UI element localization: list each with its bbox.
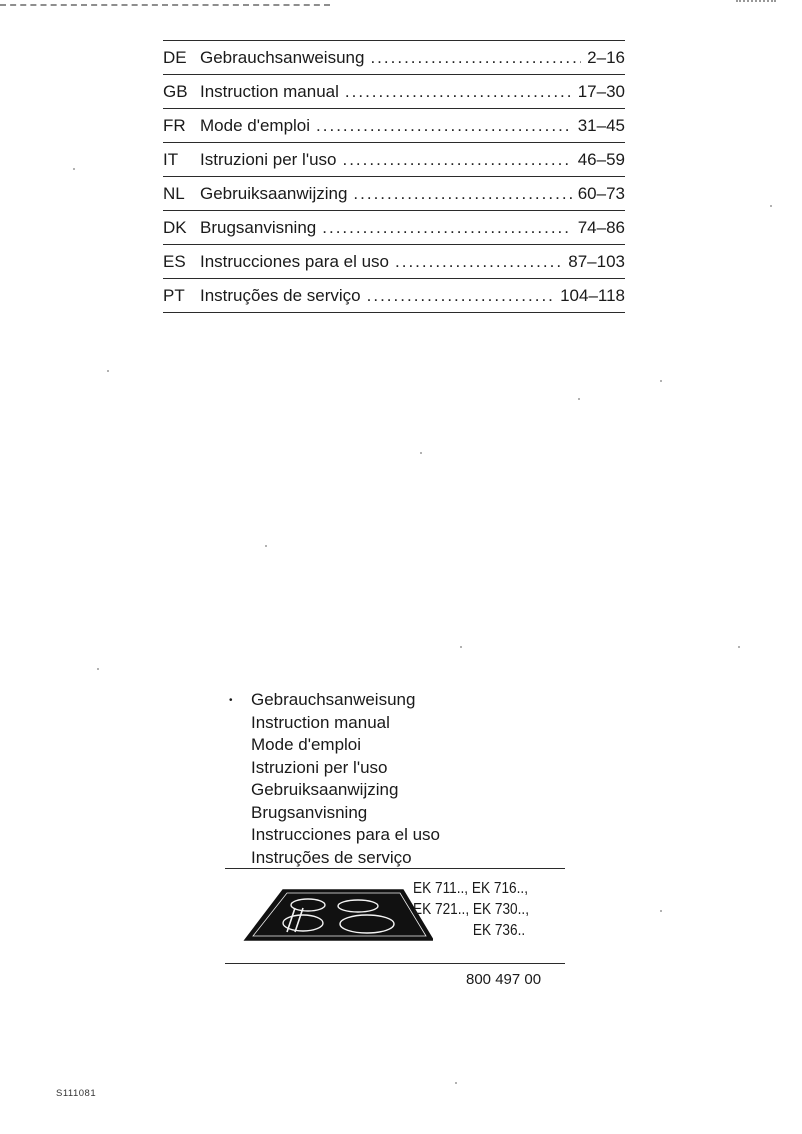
toc-row-gb[interactable] <box>163 74 625 108</box>
scan-speck <box>420 452 422 454</box>
toc-language-code: GB <box>163 81 188 101</box>
toc-title: Istruzioni per l'uso <box>200 149 337 169</box>
model-line-3: EK 736.. <box>472 922 526 939</box>
toc-title: Instruções de serviço <box>200 285 361 305</box>
language-list <box>251 689 440 869</box>
toc-row-dk[interactable] <box>163 210 625 244</box>
model-line-2: EK 721.., EK 730.., <box>413 901 530 918</box>
toc-row-it[interactable] <box>163 142 625 176</box>
top-right-edge-mark <box>736 0 776 6</box>
toc-title: Brugsanvisning <box>200 217 317 237</box>
toc-page-range: 17–30 <box>577 81 625 101</box>
toc-leader-dots <box>316 116 572 136</box>
toc-page-range: 46–59 <box>577 149 625 169</box>
toc-language-code: DE <box>163 47 187 67</box>
toc-page-range: 74–86 <box>577 217 625 237</box>
toc-language-code: NL <box>163 183 185 203</box>
toc-row-pt[interactable] <box>163 278 625 313</box>
language-item-gb: Instruction manual <box>251 712 390 732</box>
toc-page-range: 2–16 <box>587 47 625 67</box>
toc-row-de[interactable] <box>163 40 625 74</box>
scan-speck <box>73 168 75 170</box>
toc-title: Mode d'emploi <box>200 115 311 135</box>
scan-speck <box>738 646 740 648</box>
scan-speck <box>460 646 462 648</box>
scan-speck <box>265 545 267 547</box>
toc-page-range: 87–103 <box>568 251 625 271</box>
language-item-de: Gebrauchsanweisung <box>251 690 416 709</box>
toc-leader-dots <box>367 286 554 306</box>
scan-speck <box>455 1082 457 1084</box>
toc-page-range: 60–73 <box>577 183 625 203</box>
toc-page-range: 104–118 <box>560 285 625 305</box>
scan-speck <box>660 910 662 912</box>
top-edge-mark <box>0 4 330 8</box>
upper-divider <box>225 868 565 869</box>
toc-row-es[interactable] <box>163 244 625 278</box>
toc-leader-dots <box>322 218 571 238</box>
toc-leader-dots <box>353 184 571 204</box>
language-item-pt: Instruções de serviço <box>251 847 412 867</box>
toc-leader-dots <box>342 150 571 170</box>
table-of-contents <box>163 40 625 313</box>
toc-title: Instruction manual <box>200 81 339 101</box>
language-item-nl: Gebruiksaanwijzing <box>251 780 399 799</box>
toc-language-code: ES <box>163 251 186 271</box>
part-number: 800 497 00 <box>466 971 542 988</box>
toc-title: Gebruiksaanwijzing <box>200 183 348 203</box>
language-item-dk: Brugsanvisning <box>251 802 368 822</box>
toc-leader-dots <box>395 252 562 272</box>
scan-speck <box>97 668 99 670</box>
toc-leader-dots <box>370 48 581 68</box>
scan-speck <box>660 380 662 382</box>
model-line-1: EK 711.., EK 716.., <box>413 880 529 897</box>
lower-divider <box>225 963 565 964</box>
toc-page-range: 31–45 <box>577 115 625 135</box>
toc-leader-dots <box>345 82 572 102</box>
toc-language-code: DK <box>163 217 187 237</box>
toc-title: Gebrauchsanweisung <box>200 47 365 67</box>
scan-speck <box>770 205 772 207</box>
toc-row-nl[interactable] <box>163 176 625 210</box>
language-item-fr: Mode d'emploi <box>251 735 362 754</box>
toc-row-fr[interactable] <box>163 108 625 142</box>
toc-language-code: FR <box>163 115 186 135</box>
toc-language-code: PT <box>163 285 185 305</box>
bullet-mark: • <box>229 695 233 706</box>
scan-speck <box>578 398 580 400</box>
toc-title: Instrucciones para el uso <box>200 251 389 271</box>
toc-language-code: IT <box>163 149 179 169</box>
ceramic-hob-icon <box>243 884 433 946</box>
model-numbers <box>413 878 529 941</box>
language-item-it: Istruzioni per l'uso <box>251 757 388 777</box>
scan-speck <box>107 370 109 372</box>
language-item-es: Instrucciones para el uso <box>251 825 440 844</box>
footer-print-code: S111081 <box>56 1088 97 1099</box>
